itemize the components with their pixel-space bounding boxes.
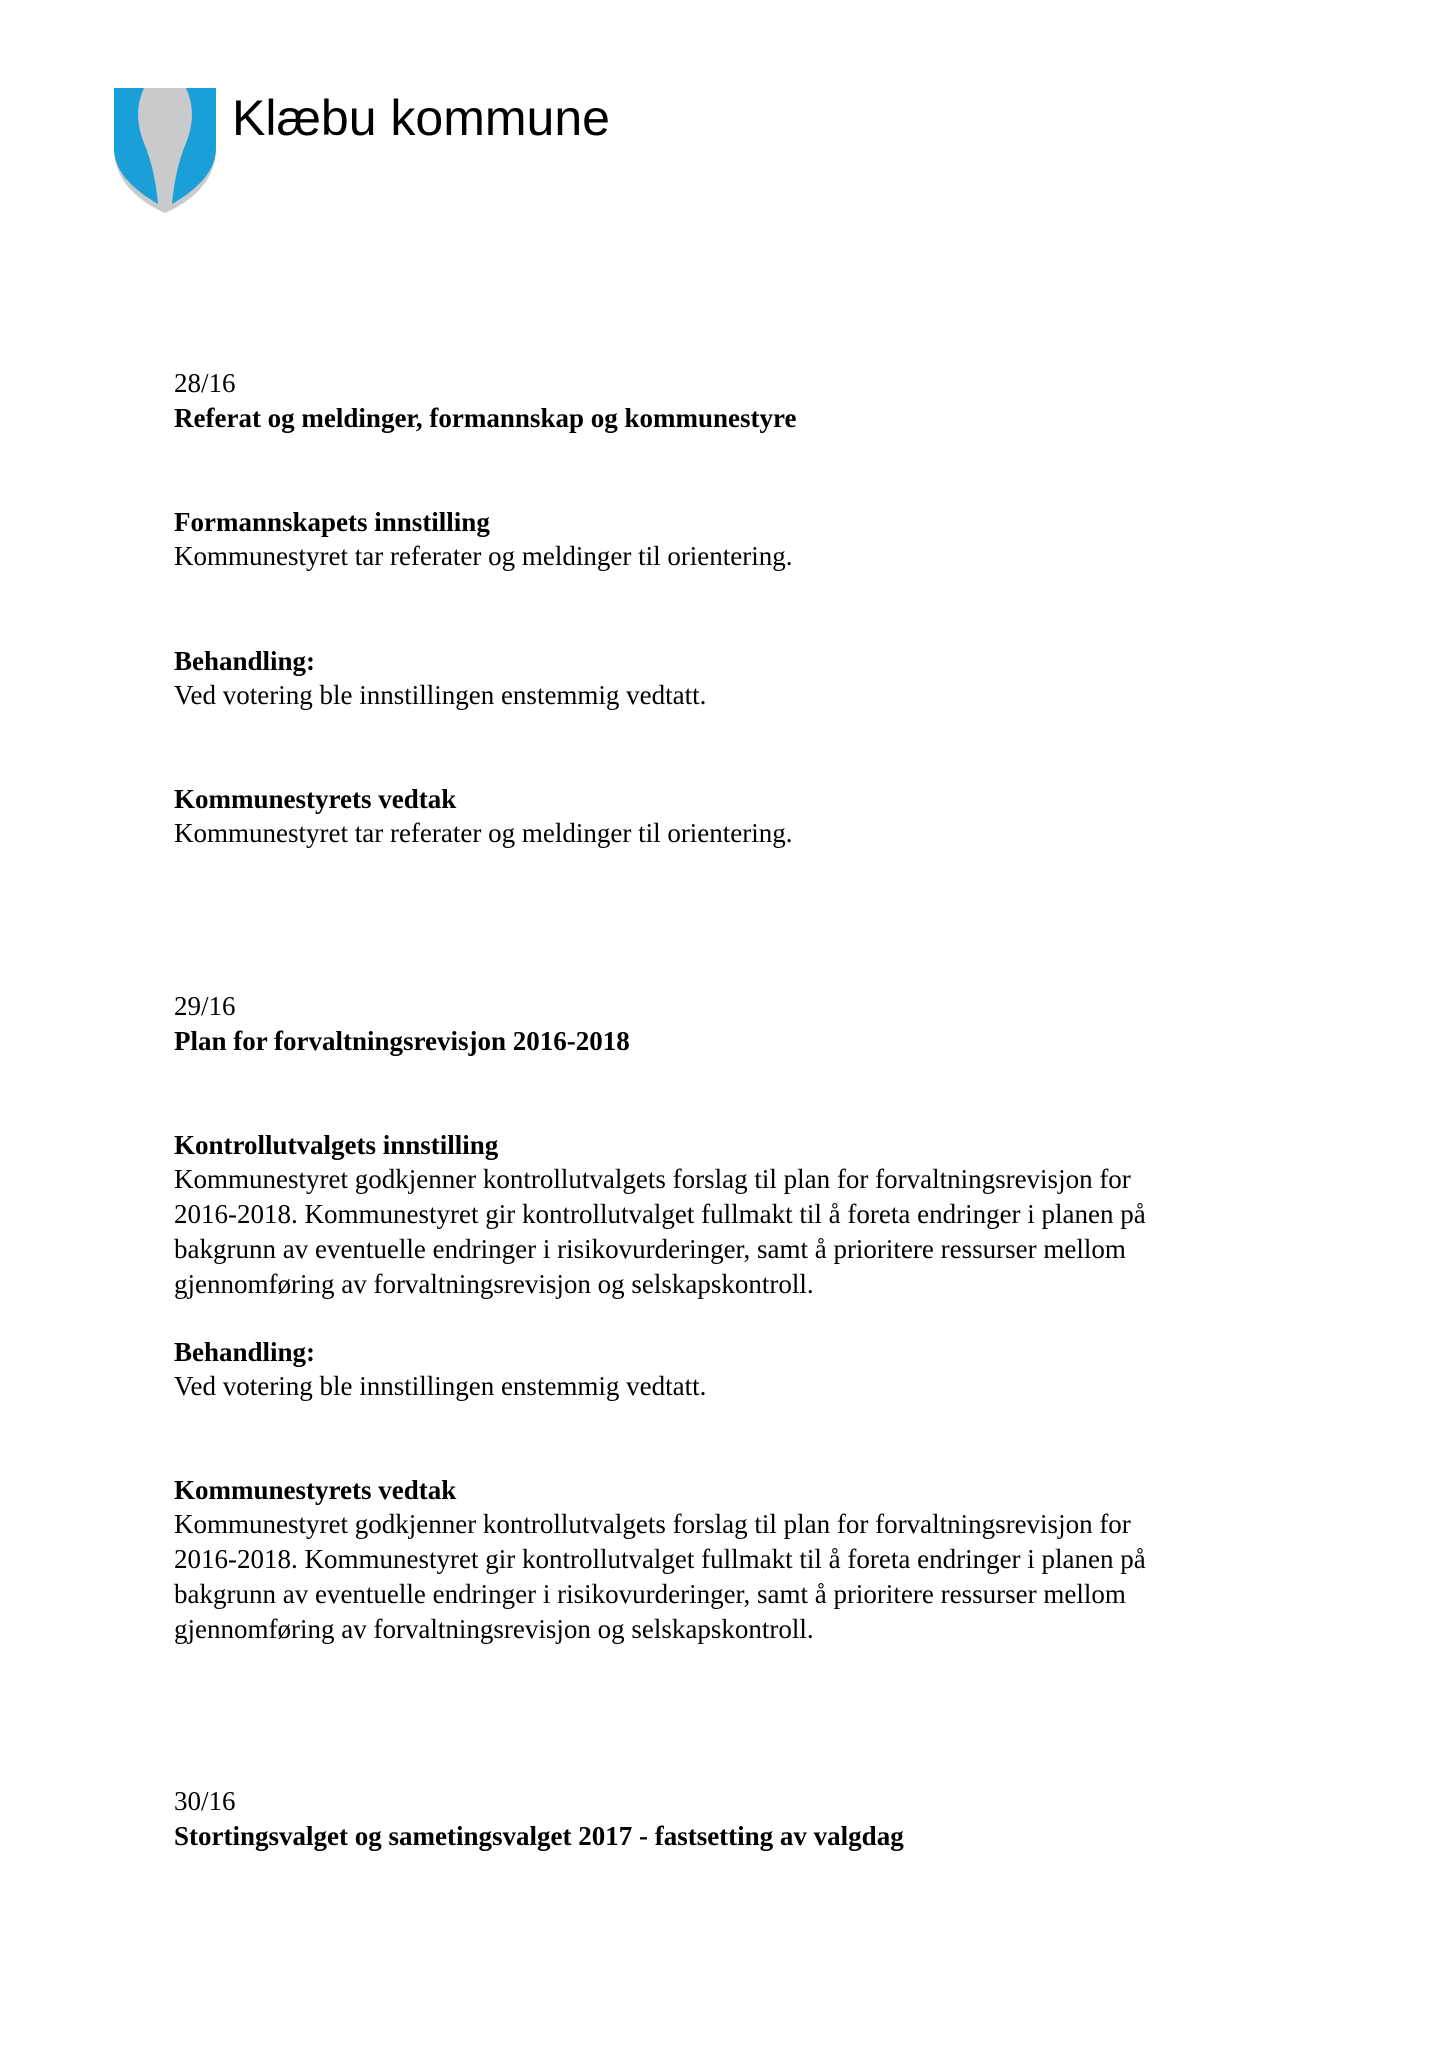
text-line: gjennomføring av forvaltningsrevisjon og selskapskontroll. bbox=[174, 1269, 814, 1299]
recommendation-text bbox=[174, 1162, 1274, 1302]
text-line: bakgrunn av eventuelle endringer i risikovurderinger, samt å prioritere ressurser mellom bbox=[174, 1579, 1126, 1609]
text-line: Kommunestyret godkjenner kontrollutvalgets forslag til plan for forvaltningsrevisjon for bbox=[174, 1164, 1131, 1194]
processing-text: Ved votering ble innstillingen enstemmig vedtatt. bbox=[174, 1371, 707, 1401]
recommendation-text bbox=[174, 539, 1274, 574]
case-number: 28/16 bbox=[174, 368, 236, 398]
case-number: 29/16 bbox=[174, 991, 236, 1021]
text-line: 2016-2018. Kommunestyret gir kontrollutvalget fullmakt til å foreta endringer i planen på bbox=[174, 1544, 1146, 1574]
processing-heading: Behandling: bbox=[174, 1337, 316, 1367]
decision-heading: Kommunestyrets vedtak bbox=[174, 784, 457, 814]
decision-text bbox=[174, 1507, 1274, 1647]
text-line: Kommunestyret tar referater og meldinger til orientering. bbox=[174, 818, 793, 848]
recommendation-heading: Kontrollutvalgets innstilling bbox=[174, 1130, 499, 1160]
processing-heading: Behandling: bbox=[174, 646, 316, 676]
decision-heading: Kommunestyrets vedtak bbox=[174, 1475, 457, 1505]
text-line: Kommunestyret tar referater og meldinger til orientering. bbox=[174, 541, 793, 571]
text-line: bakgrunn av eventuelle endringer i risikovurderinger, samt å prioritere ressurser mellom bbox=[174, 1234, 1126, 1264]
text-line: gjennomføring av forvaltningsrevisjon og selskapskontroll. bbox=[174, 1614, 814, 1644]
text-line: 2016-2018. Kommunestyret gir kontrollutvalget fullmakt til å foreta endringer i planen på bbox=[174, 1199, 1146, 1229]
recommendation-heading: Formannskapets innstilling bbox=[174, 507, 490, 537]
case-number: 30/16 bbox=[174, 1786, 236, 1816]
processing-text: Ved votering ble innstillingen enstemmig vedtatt. bbox=[174, 680, 707, 710]
coat-of-arms-shield-icon bbox=[110, 86, 220, 214]
case-title: Referat og meldinger, formannskap og kommunestyre bbox=[174, 403, 797, 433]
municipality-name: Klæbu kommune bbox=[232, 90, 610, 146]
decision-text bbox=[174, 816, 1274, 851]
text-line: Kommunestyret godkjenner kontrollutvalgets forslag til plan for forvaltningsrevisjon for bbox=[174, 1509, 1131, 1539]
case-title: Plan for forvaltningsrevisjon 2016-2018 bbox=[174, 1026, 630, 1056]
case-title: Stortingsvalget og sametingsvalget 2017 - fastsetting av valgdag bbox=[174, 1821, 904, 1851]
